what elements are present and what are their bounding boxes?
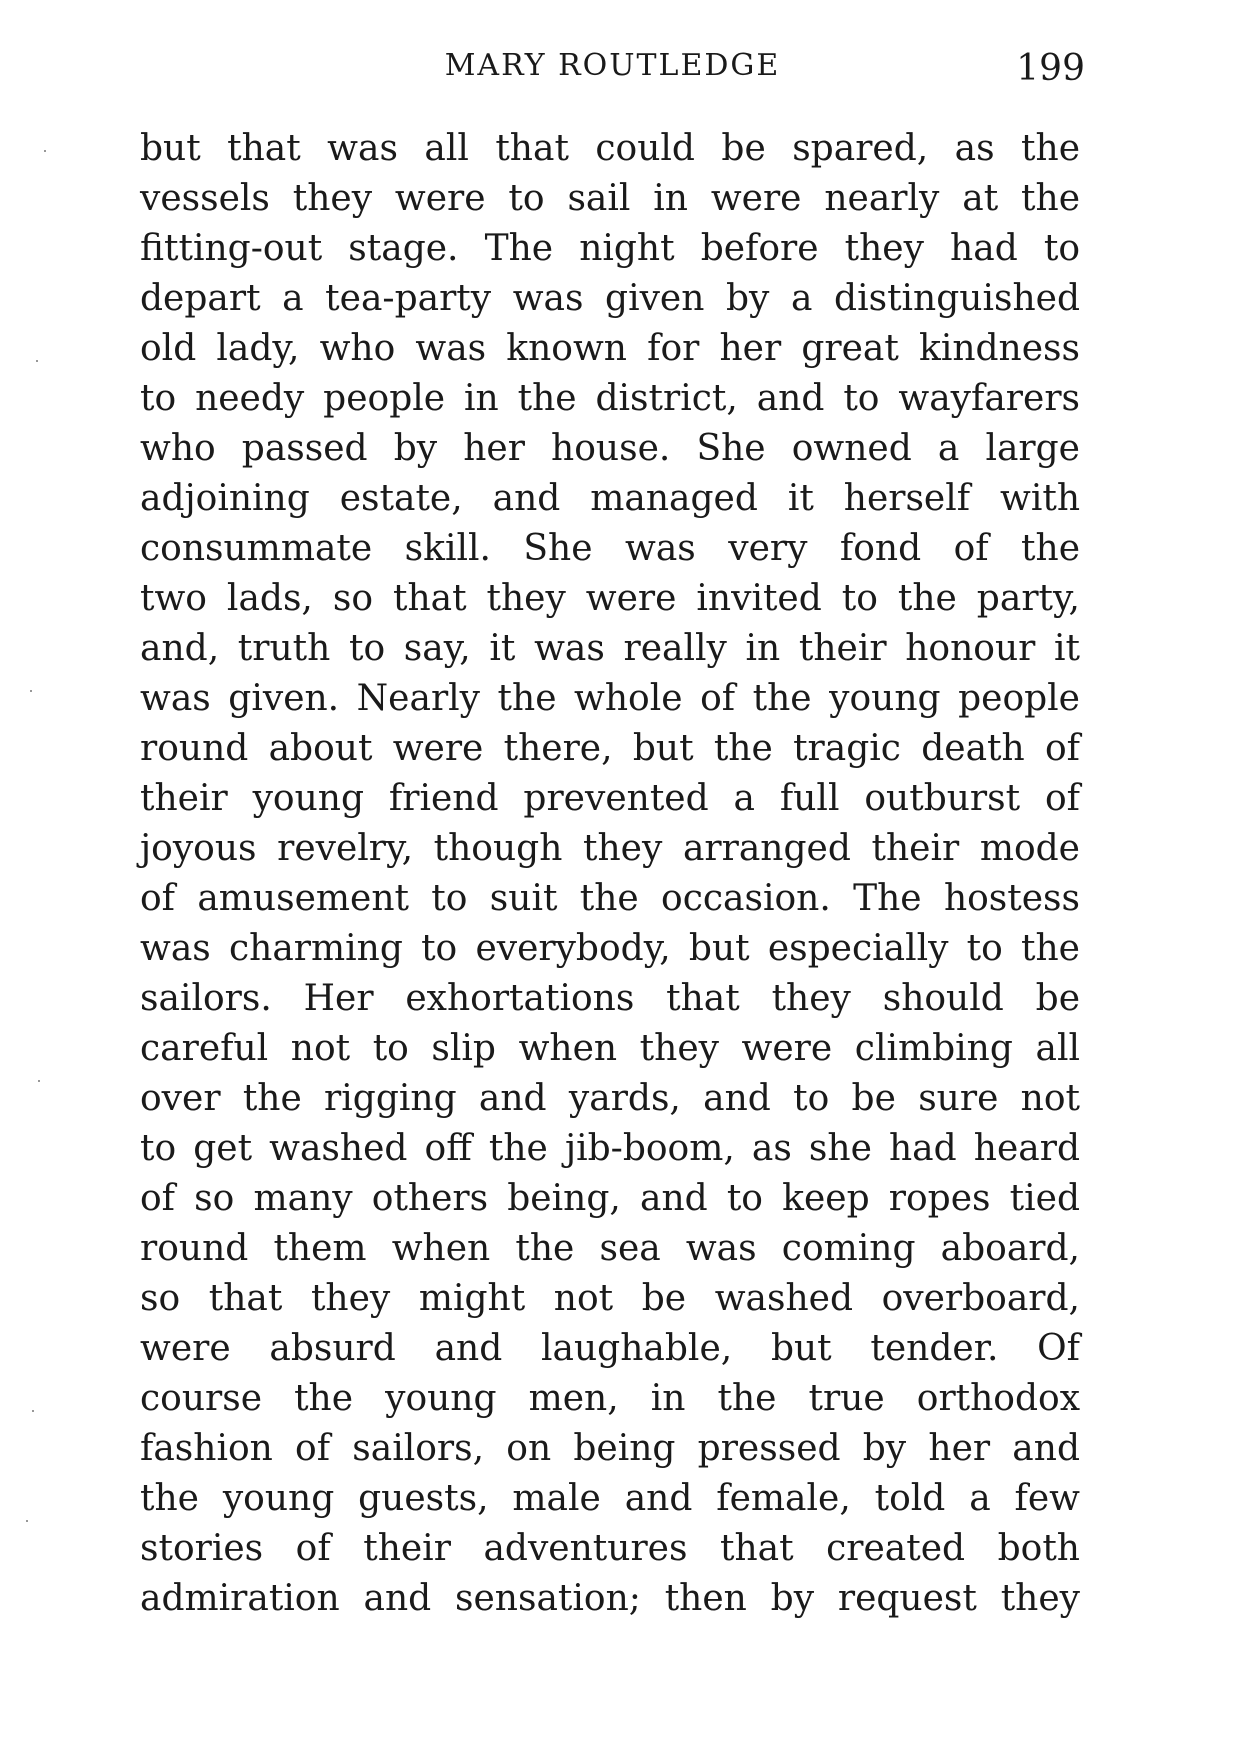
text-line-content: over the rigging and yards, and to be sure not: [140, 1078, 1080, 1119]
text-line: [140, 1174, 1080, 1224]
scan-speck: [38, 1080, 40, 1082]
text-line: [140, 724, 1080, 774]
scan-speck: [36, 360, 38, 362]
text-line: [140, 1574, 1080, 1624]
text-line-content: their young friend prevented a full outburst of: [140, 778, 1080, 819]
text-line-content: old lady, who was known for her great kindness: [140, 328, 1080, 369]
text-line: [140, 1374, 1080, 1424]
text-line-content: of amusement to suit the occasion. The hostess: [140, 878, 1080, 919]
text-line: [140, 324, 1080, 374]
text-line: [140, 1074, 1080, 1124]
text-line-content: round them when the sea was coming aboard,: [140, 1228, 1080, 1269]
text-line-content: and, truth to say, it was really in their honour it: [140, 628, 1080, 669]
scan-speck: [30, 690, 32, 692]
text-line-content: careful not to slip when they were climbing all: [140, 1028, 1080, 1069]
text-line: [140, 674, 1080, 724]
text-line-content: vessels they were to sail in were nearly at the: [140, 178, 1080, 219]
text-line: [140, 124, 1080, 174]
text-line: [140, 774, 1080, 824]
text-line-content: sailors. Her exhortations that they should be: [140, 978, 1080, 1019]
text-line-content: who passed by her house. She owned a large: [140, 428, 1080, 469]
text-line-content: to needy people in the district, and to wayfarers: [140, 378, 1080, 419]
text-line: [140, 1124, 1080, 1174]
text-line: [140, 624, 1080, 674]
text-line: [140, 1224, 1080, 1274]
text-line: [140, 574, 1080, 624]
text-line: [140, 824, 1080, 874]
page-number: 199: [1016, 48, 1085, 89]
text-line: [140, 424, 1080, 474]
scan-speck: [32, 1410, 34, 1412]
text-line: [140, 1524, 1080, 1574]
text-line-content: adjoining estate, and managed it herself with: [140, 478, 1080, 519]
text-line-content: stories of their adventures that created both: [140, 1528, 1080, 1569]
running-title: MARY ROUTLEDGE: [444, 48, 781, 83]
text-line: [140, 174, 1080, 224]
text-line-content: fashion of sailors, on being pressed by her and: [140, 1428, 1080, 1469]
text-line: [140, 1474, 1080, 1524]
text-line-content: was given. Nearly the whole of the young people: [140, 678, 1080, 719]
text-line-content: admiration and sensation; then by request they: [140, 1578, 1080, 1619]
text-line-content: of so many others being, and to keep ropes tied: [140, 1178, 1080, 1219]
text-line-content: the young guests, male and female, told a few: [140, 1478, 1080, 1519]
text-line: [140, 1424, 1080, 1474]
text-line-content: consummate skill. She was very fond of the: [140, 528, 1080, 569]
page-header: [140, 48, 1085, 104]
text-line: [140, 874, 1080, 924]
text-line: [140, 274, 1080, 324]
text-line: [140, 1024, 1080, 1074]
text-line-content: depart a tea-party was given by a distinguished: [140, 278, 1080, 319]
text-line: [140, 1274, 1080, 1324]
text-line: [140, 474, 1080, 524]
text-line: [140, 974, 1080, 1024]
text-line-content: to get washed off the jib-boom, as she had heard: [140, 1128, 1080, 1169]
text-line-content: was charming to everybody, but especially to the: [140, 928, 1080, 969]
text-line-content: so that they might not be washed overboard,: [140, 1278, 1080, 1319]
text-line: [140, 224, 1080, 274]
text-line: [140, 1324, 1080, 1374]
text-line: [140, 524, 1080, 574]
text-line-content: two lads, so that they were invited to the party,: [140, 578, 1080, 619]
text-line-content: but that was all that could be spared, as the: [140, 128, 1080, 169]
text-line-content: joyous revelry, though they arranged their mode: [140, 828, 1080, 869]
text-line-content: course the young men, in the true orthodox: [140, 1378, 1080, 1419]
text-line-content: were absurd and laughable, but tender. Of: [140, 1328, 1080, 1369]
text-line: [140, 924, 1080, 974]
text-line: [140, 374, 1080, 424]
body-text: [140, 124, 1080, 1624]
scan-speck: [26, 1520, 28, 1522]
text-line-content: fitting-out stage. The night before they had to: [140, 228, 1080, 269]
scan-speck: [44, 150, 46, 152]
text-line-content: round about were there, but the tragic death of: [140, 728, 1080, 769]
